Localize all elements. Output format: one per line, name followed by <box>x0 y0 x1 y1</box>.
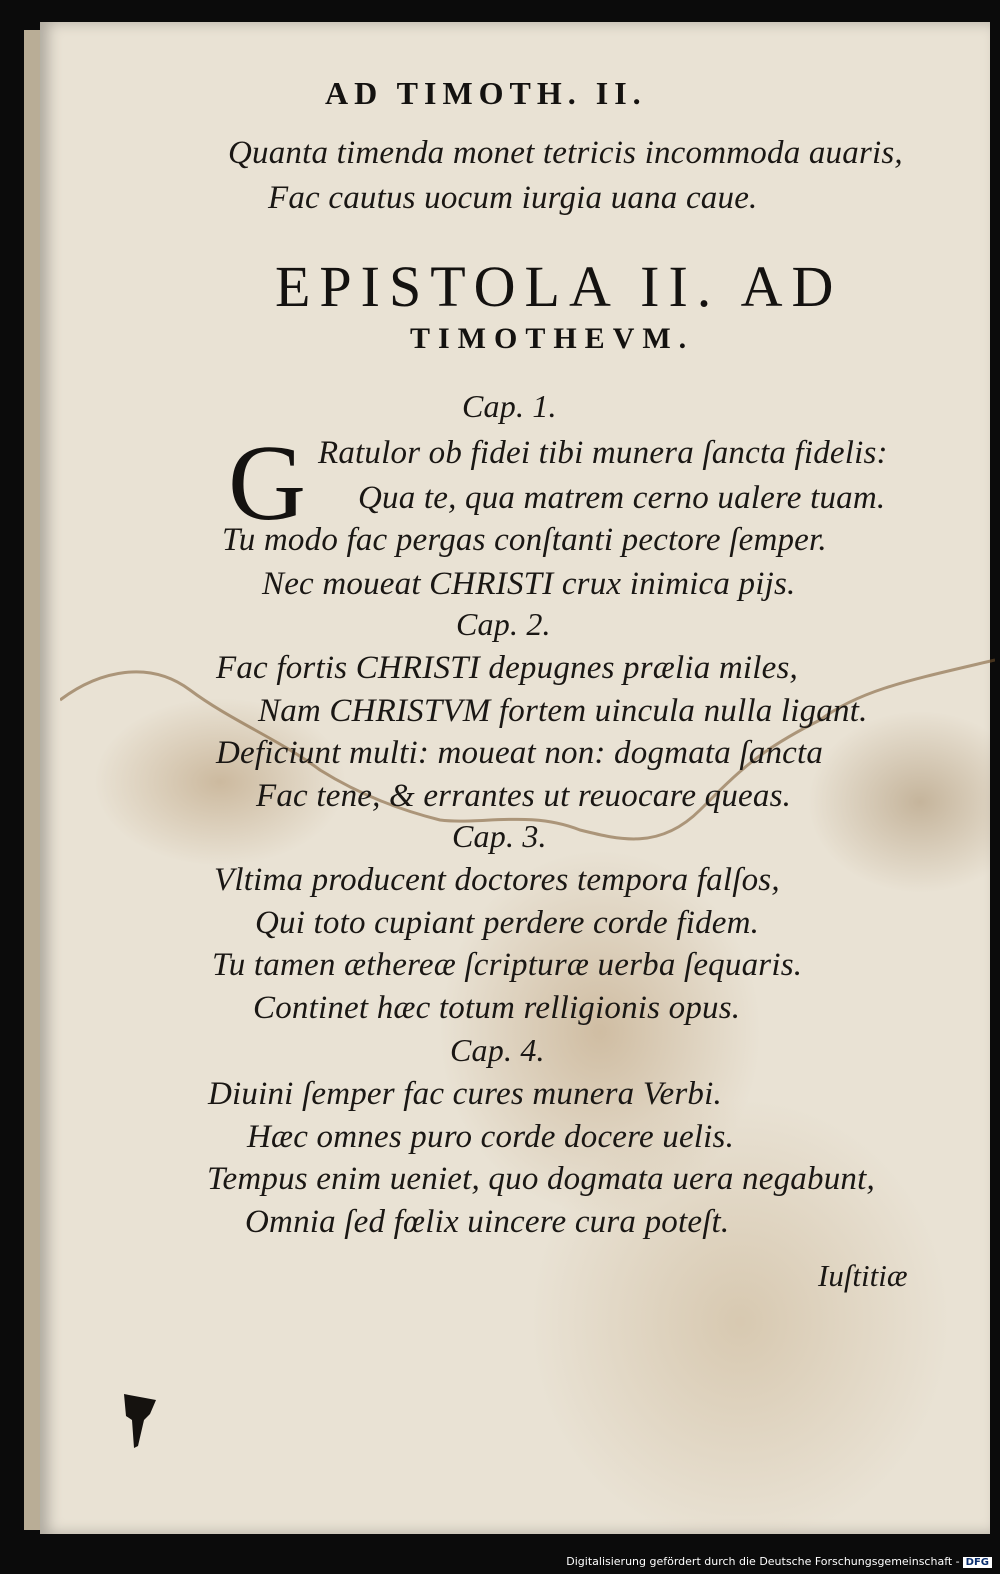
verse-line: Tu tamen æthereæ ſcripturæ uerba ſequaris. <box>212 947 803 983</box>
running-head: AD TIMOTH. II. <box>325 75 647 111</box>
verse-line: Tempus enim ueniet, quo dogmata uera negabunt, <box>207 1161 875 1197</box>
verse-line: Qui toto cupiant perdere corde fidem. <box>255 905 760 941</box>
epistle-title: EPISTOLA II. AD <box>275 254 843 319</box>
digitization-footer <box>566 1555 992 1568</box>
intro-line: Quanta timenda monet tetricis incommoda auaris, <box>228 135 903 171</box>
verse-line: Tu modo fac pergas conſtanti pectore ſemper. <box>222 522 827 558</box>
intro-line: Fac cautus uocum iurgia uana caue. <box>268 180 758 216</box>
ink-blot-icon <box>120 1390 160 1450</box>
verse-line: Hæc omnes puro corde docere uelis. <box>247 1119 735 1155</box>
catchword: Iuſtitiæ <box>818 1258 908 1293</box>
verse-line: Nec moueat CHRISTI crux inimica pijs. <box>262 566 796 602</box>
epistle-title-recipient: TIMOTHEVM. <box>410 322 695 355</box>
verse-line: Omnia ſed fœlix uincere cura poteſt. <box>245 1204 730 1240</box>
verse-line: Qua te, qua matrem cerno ualere tuam. <box>358 480 886 516</box>
chapter-heading: Cap. 4. <box>450 1032 545 1068</box>
verse-line: Fac fortis CHRISTI depugnes prælia miles, <box>216 650 799 686</box>
dfg-logo: DFG <box>963 1557 992 1568</box>
verse-line: Continet hæc totum relligionis opus. <box>253 990 741 1026</box>
verse-line: Fac tene, & errantes ut reuocare queas. <box>256 778 792 814</box>
footer-text: Digitalisierung gefördert durch die Deutsche Forschungsgemeinschaft - <box>566 1555 960 1568</box>
verse-line: Nam CHRISTVM fortem uincula nulla ligant. <box>258 693 868 729</box>
chapter-heading: Cap. 2. <box>456 606 551 642</box>
chapter-heading: Cap. 3. <box>452 818 547 854</box>
verse-line: Deficiunt multi: moueat non: dogmata ſancta <box>216 735 824 771</box>
verse-line: Vltima producent doctores tempora falſos, <box>214 862 780 898</box>
verse-line: Ratulor ob fidei tibi munera ſancta fidelis: <box>318 435 888 471</box>
chapter-heading: Cap. 1. <box>462 388 557 424</box>
verse-line: Diuini ſemper fac cures munera Verbi. <box>208 1076 722 1112</box>
drop-cap-initial: G <box>228 424 306 543</box>
